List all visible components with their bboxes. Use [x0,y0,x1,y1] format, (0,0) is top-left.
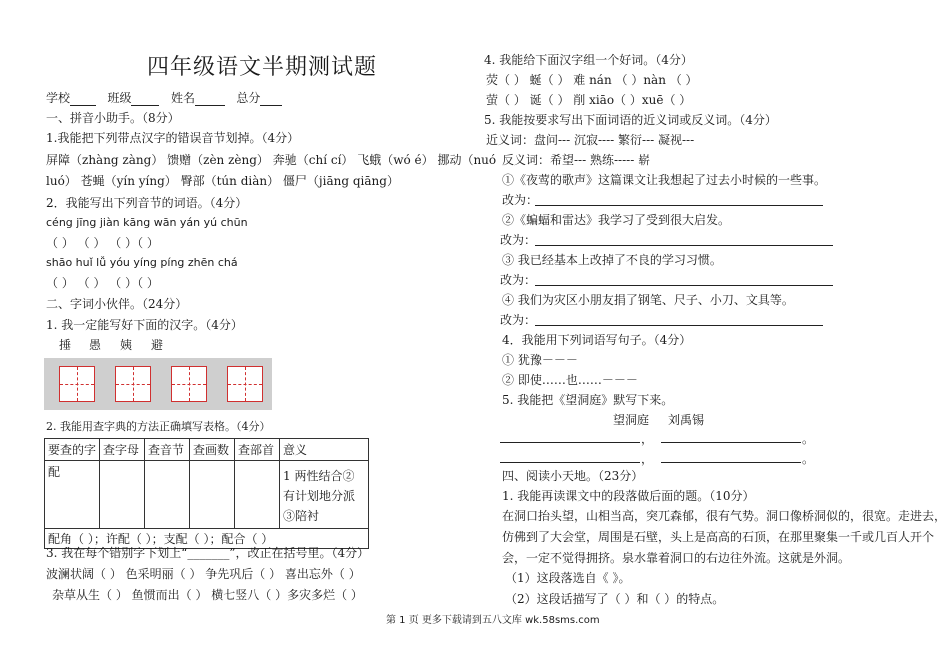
q1-line-1: 屏障（zhàng zàng） 馈赠（zèn zèng） 奔驰（chí cí） 飞蛾（wó é） 挪动（nuó [46,153,497,167]
poem-period-1: 。 [802,432,815,446]
question-4: 2. 我能用查字典的方法正确填写表格。（4分） [46,420,271,433]
q6-line-1[interactable]: 荧（ ） 蜒（ ） 难 nán （ ）nàn （ ） [486,73,698,87]
school-label: 学校 [46,91,71,105]
table-header: 查画数 [190,439,235,461]
table-meaning-cell: 1 两性结合②有计划地分派③陪衬 [280,461,369,529]
passage-line-3: 会，一定不觉得拥挤。泉水靠着洞口的右边往外流。这就是外洞。 [502,551,851,565]
q7-rewrite-line-4[interactable] [535,325,823,326]
poem-line-1a[interactable] [500,442,640,443]
section-1-heading: 一、拼音小助手。（8分） [46,111,180,125]
writing-grid-2[interactable] [115,366,151,402]
question-6: 4. 我能给下面汉字组一个好词。（4分） [484,53,693,67]
table-header: 查音节 [145,439,190,461]
poem-comma-1: ， [641,432,654,446]
page-footer: 第 1 页 更多下载请到五八文库 wk.58sms.com [386,615,600,626]
q1-line-2: luó） 苍蝇（yín yíng） 臀部（tún diàn） 僵尸（jiāng qiāng） [46,174,399,188]
page-title: 四年级语文半期测试题 [147,55,378,80]
poem-comma-2: ， [641,452,654,466]
q10-sub-1[interactable]: （1）这段落选自《 》。 [505,571,631,585]
poem-line-2b[interactable] [661,462,801,463]
table-header: 查部首 [235,439,280,461]
question-2: 2．我能写出下列音节的词语。（4分） [46,196,248,210]
poem-line-2a[interactable] [500,462,640,463]
table-char-cell: 配 [45,461,100,529]
q2-brackets-1[interactable]: （ ） （ ） （ ）（ ） [46,236,159,250]
dictionary-table [44,438,369,549]
writing-grid-1[interactable] [59,366,95,402]
q7-sentence-1: ①《夜莺的歌声》这篇课文让我想起了过去小时候的一些事。 [502,173,827,187]
q7-rewrite-label-1: 改为： [502,193,539,207]
question-7: 5. 我能按要求写出下面词语的近义词或反义词。（4分） [484,113,777,127]
q7-rewrite-line-2[interactable] [535,245,833,246]
q7-antonyms[interactable]: 反义词：希望--- 熟练----- 崭 [502,153,651,167]
practice-char-1: 捶 [59,338,72,352]
q10-sub-2[interactable]: （2）这段话描写了（ ）和（ ）的特点。 [505,592,725,606]
table-answer-cell[interactable] [190,461,235,529]
class-blank[interactable] [131,91,159,106]
poem-title: 望洞庭 [613,413,650,427]
section-4-heading: 四、阅读小天地。（23分） [502,469,644,483]
q7-sentence-2: ②《蝙蝠和雷达》我学习了受到很大启发。 [502,213,731,227]
table-header: 意义 [280,439,369,461]
q7-synonyms[interactable]: 近义词：盘问--- 沉寂---- 繁衍--- 凝视--- [486,133,695,147]
q2-brackets-2[interactable]: （ ） （ ） （ ）（ ） [46,276,159,290]
score-label: 总分 [236,91,261,105]
school-blank[interactable] [70,91,96,106]
question-1: 1.我能把下列带点汉字的错误音节划掉。（4分） [46,131,300,145]
question-9: 5. 我能把《望洞庭》默写下来。 [502,393,674,407]
q7-sentence-3: ③ 我已经基本上改掉了不良的学习习惯。 [502,253,722,267]
q7-rewrite-label-2: 改为： [500,233,537,247]
question-5: 3. 我在每个错别字下划上“_______”，改正在括号里。（4分） [46,546,370,560]
q6-line-2[interactable]: 萤（ ） 诞（ ） 削 xiāo（ ）xuē（ ） [486,93,692,107]
table-answer-cell[interactable] [100,461,145,529]
question-3: 1. 我一定能写好下面的汉字。（4分） [46,318,243,332]
class-label: 班级 [107,91,132,105]
student-info-row [46,91,282,106]
passage-line-2: 仿佛到了大会堂，周围是石壁，头上是高高的石顶，在那里聚集一千或几百人开个 [502,530,935,544]
passage-line-1: 在洞口抬头望，山相当高，突兀森郁，很有气势。洞口像桥洞似的，很宽。走进去， [502,509,947,523]
table-answer-cell[interactable] [235,461,280,529]
writing-grid-3[interactable] [171,366,207,402]
q2-pinyin-2: shāo huǐ lǚ yóu yíng píng zhēn chá [46,256,238,269]
table-header: 查字母 [100,439,145,461]
q7-sentence-4: ④ 我们为灾区小朋友捐了钢笔、尺子、小刀、文具等。 [502,293,794,307]
score-blank[interactable] [260,91,282,106]
q2-pinyin-1: céng jīng jiàn kāng wān yán yú chūn [46,216,248,229]
q5-line-2[interactable]: 杂草从生（ ） 鱼惯而出（ ） 横七竖八（ ）多灾多烂（ ） [52,588,363,602]
table-answer-cell[interactable] [145,461,190,529]
q7-rewrite-line-1[interactable] [535,205,823,206]
question-10: 1. 我能再读课文中的段落做后面的题。（10分） [502,489,755,503]
table-header-row [45,439,369,461]
writing-grid-4[interactable] [227,366,263,402]
poem-period-2: 。 [802,452,815,466]
table-header: 要查的字 [45,439,100,461]
table-row [45,461,369,529]
poem-line-1b[interactable] [661,442,801,443]
q7-rewrite-label-3: 改为： [500,273,537,287]
question-8: 4．我能用下列词语写句子。（4分） [502,333,692,347]
practice-char-2: 愚 [89,338,102,352]
name-label: 姓名 [170,91,195,105]
table-footer-cell[interactable]: 配角（ ）；许配（ ）；支配（ ）；配合（ ） [45,529,369,549]
q8-item-1[interactable]: ① 犹豫－－－ [502,353,578,367]
name-blank[interactable] [195,91,225,106]
q5-line-1[interactable]: 波澜状阔（ ） 色采明丽（ ） 争先巩后（ ） 喜出忘外（ ） [46,567,361,581]
q8-item-2[interactable]: ② 即使……也……－－－ [502,373,638,387]
section-2-heading: 二、字词小伙伴。（24分） [46,297,188,311]
q7-rewrite-label-4: 改为： [500,313,537,327]
practice-char-3: 姨 [120,338,133,352]
q7-rewrite-line-3[interactable] [535,285,833,286]
practice-char-4: 避 [151,338,164,352]
poem-author: 刘禹锡 [668,413,705,427]
